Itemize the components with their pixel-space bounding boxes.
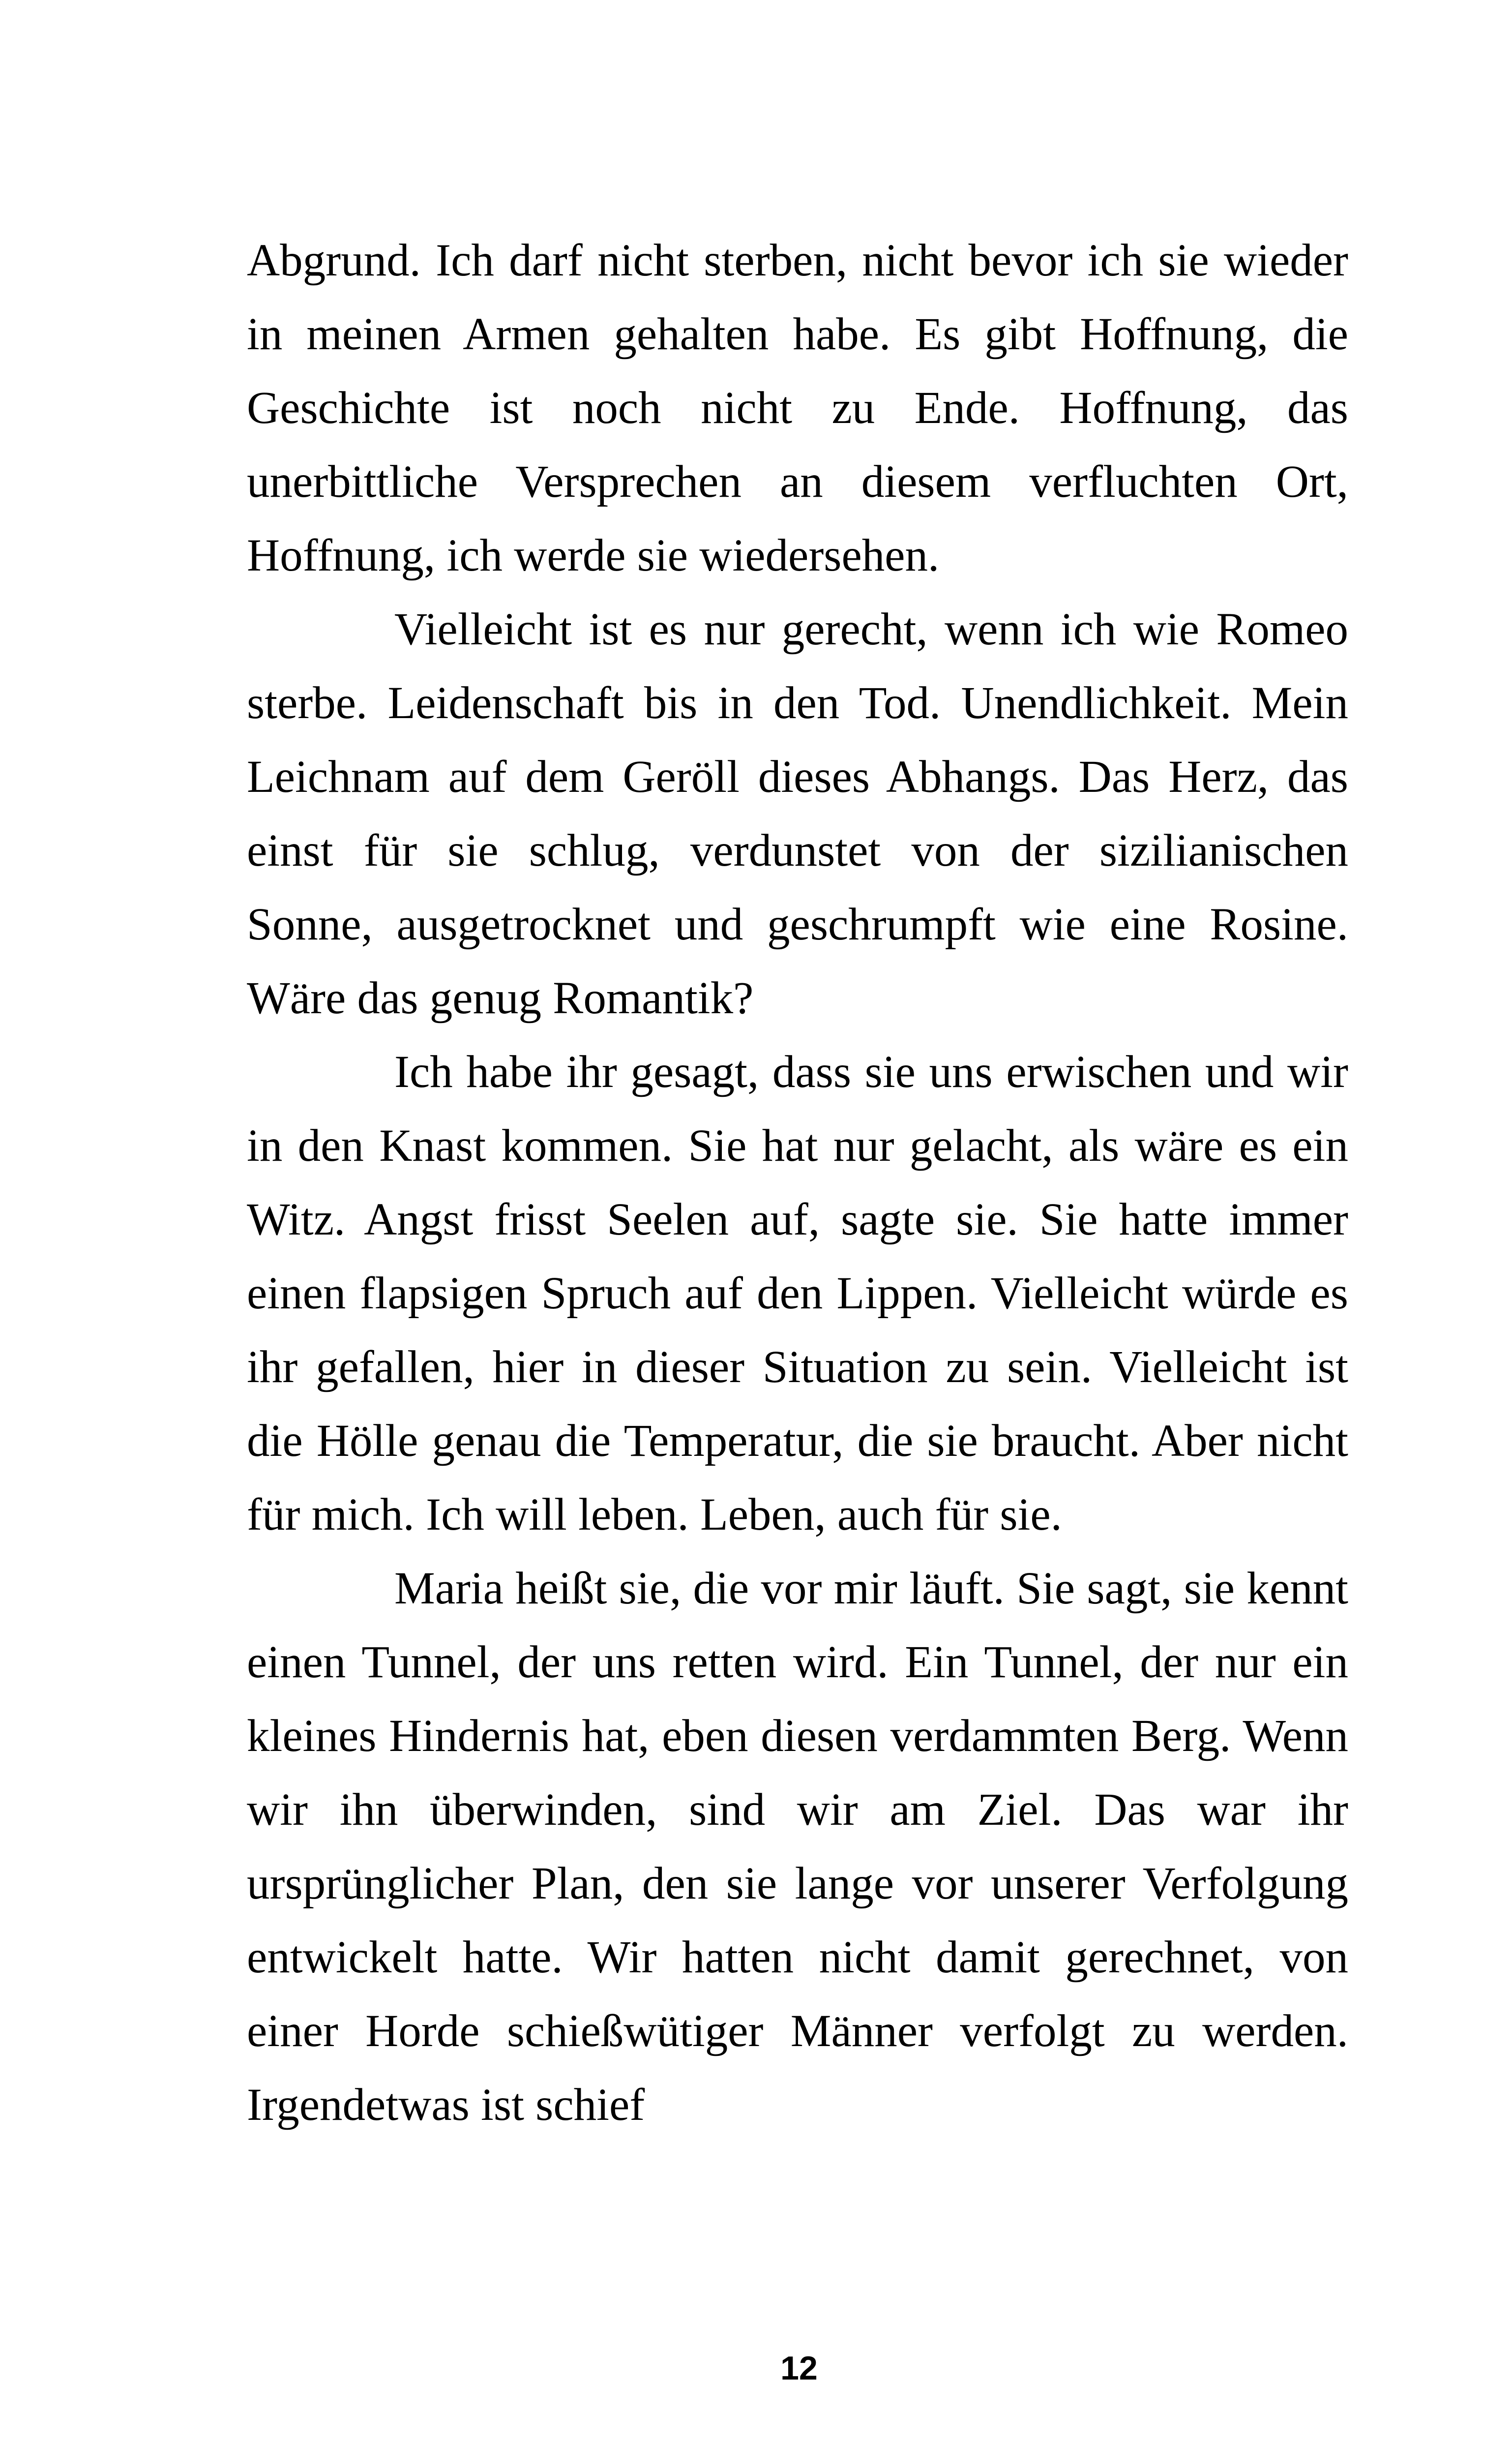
page-number: 12 <box>780 2350 818 2387</box>
body-text <box>247 224 1348 2142</box>
paragraph-1: Abgrund. Ich darf nicht sterben, nicht bevor ich sie wieder in meinen Armen gehalten habe. Es gibt Hoffnung, die Geschichte ist noch nicht zu Ende. Hoffnung, das unerbittliche Versprechen an diesem verfluchten Ort, Hoffnung, ich werde sie wiedersehen. <box>247 235 1348 581</box>
paragraph-2: Vielleicht ist es nur gerecht, wenn ich wie Romeo sterbe. Leidenschaft bis in den Tod. Unendlichkeit. Mein Leichnam auf dem Geröll dieses Abhangs. Das Herz, das einst für sie schlug, verdunstet von der sizilianischen Sonne, ausgetrocknet und geschrumpft wie eine Rosine. Wäre das genug Romantik? <box>247 604 1348 1024</box>
paragraph-4: Maria heißt sie, die vor mir läuft. Sie sagt, sie kennt einen Tunnel, der uns retten wird. Ein Tunnel, der nur ein kleines Hindernis hat, eben diesen verdammten Berg. Wenn wir ihn überwinden, sind wir am Ziel. Das war ihr ursprünglicher Plan, den sie lange vor unserer Verfolgung entwickelt hatte. Wir hatten nicht damit gerechnet, von einer Horde schießwütiger Männer verfolgt zu werden. Irgendetwas ist schief <box>247 1563 1348 2130</box>
paragraph-3: Ich habe ihr gesagt, dass sie uns erwischen und wir in den Knast kommen. Sie hat nur gelacht, als wäre es ein Witz. Angst frisst Seelen auf, sagte sie. Sie hatte immer einen flapsigen Spruch auf den Lippen. Vielleicht würde es ihr gefallen, hier in dieser Situation zu sein. Vielleicht ist die Hölle genau die Temperatur, die sie braucht. Aber nicht für mich. Ich will leben. Leben, auch für sie. <box>247 1047 1348 1540</box>
